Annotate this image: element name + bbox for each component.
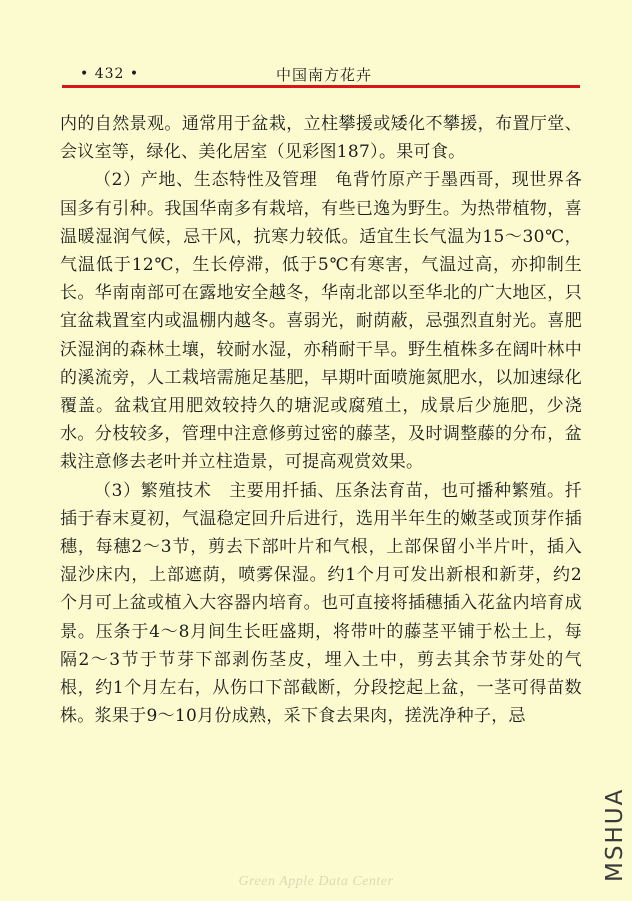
page-header: [70, 64, 578, 86]
page-number: • 432 •: [80, 66, 140, 82]
header-rule: [62, 85, 580, 88]
book-title: 中国南方花卉: [275, 66, 372, 84]
body-text: [60, 110, 582, 730]
side-watermark: MSHUA: [602, 787, 628, 883]
paragraph-propagation: （3）繁殖技术 主要用扦插、压条法育苗，也可播种繁殖。扦插于春末夏初，气温稳定回升后进行，选用半年生的嫩茎或顶芽作插穗，每穗2～3节，剪去下部叶片和气根，上部保留小半片叶，插入湿沙床内，上部遮荫，喷雾保湿。约1个月可发出新根和新芽，约2个月可上盆或植入大容器内培育。也可直接将插穗插入花盆内培育成景。压条于4～8月间生长旺盛期，将带叶的藤茎平铺于松土上，每隔2～3节于节芽下部剥伤茎皮，埋入土中，剪去其余节芽处的气根，约1个月左右，从伤口下部截断，分段挖起上盆，一茎可得苗数株。浆果于9～10月份成熟，采下食去果肉，搓洗净种子，忌: [60, 480, 582, 727]
paragraph-continuation: 内的自然景观。通常用于盆栽，立柱攀援或矮化不攀援，布置厅堂、会议室等，绿化、美化居室（见彩图187）。果可食。: [60, 114, 582, 163]
footer-watermark: Green Apple Data Center: [238, 874, 394, 889]
paragraph-habitat-management: （2）产地、生态特性及管理 龟背竹原产于墨西哥，现世界各国多有引种。我国华南多有栽培，有些已逸为野生。为热带植物，喜温暖湿润气候，忌干风，抗寒力较低。适宜生长气温为15～30℃，气温低于12℃，生长停滞，低于5℃有寒害，气温过高，亦抑制生长。华南南部可在露地安全越冬，华南北部以至华北的广大地区，只宜盆栽置室内或温棚内越冬。喜弱光，耐荫蔽，忌强烈直射光。喜肥沃湿润的森林土壤，较耐水湿，亦稍耐干旱。野生植株多在阔叶林中的溪流旁，人工栽培需施足基肥，早期叶面喷施氮肥水，以加速绿化覆盖。盆栽宜用肥效较持久的塘泥或腐殖土，成景后少施肥，少浇水。分枝较多，管理中注意修剪过密的藤茎，及时调整藤的分布，盆栽注意修去老叶并立柱造景，可提高观赏效果。: [60, 170, 582, 473]
